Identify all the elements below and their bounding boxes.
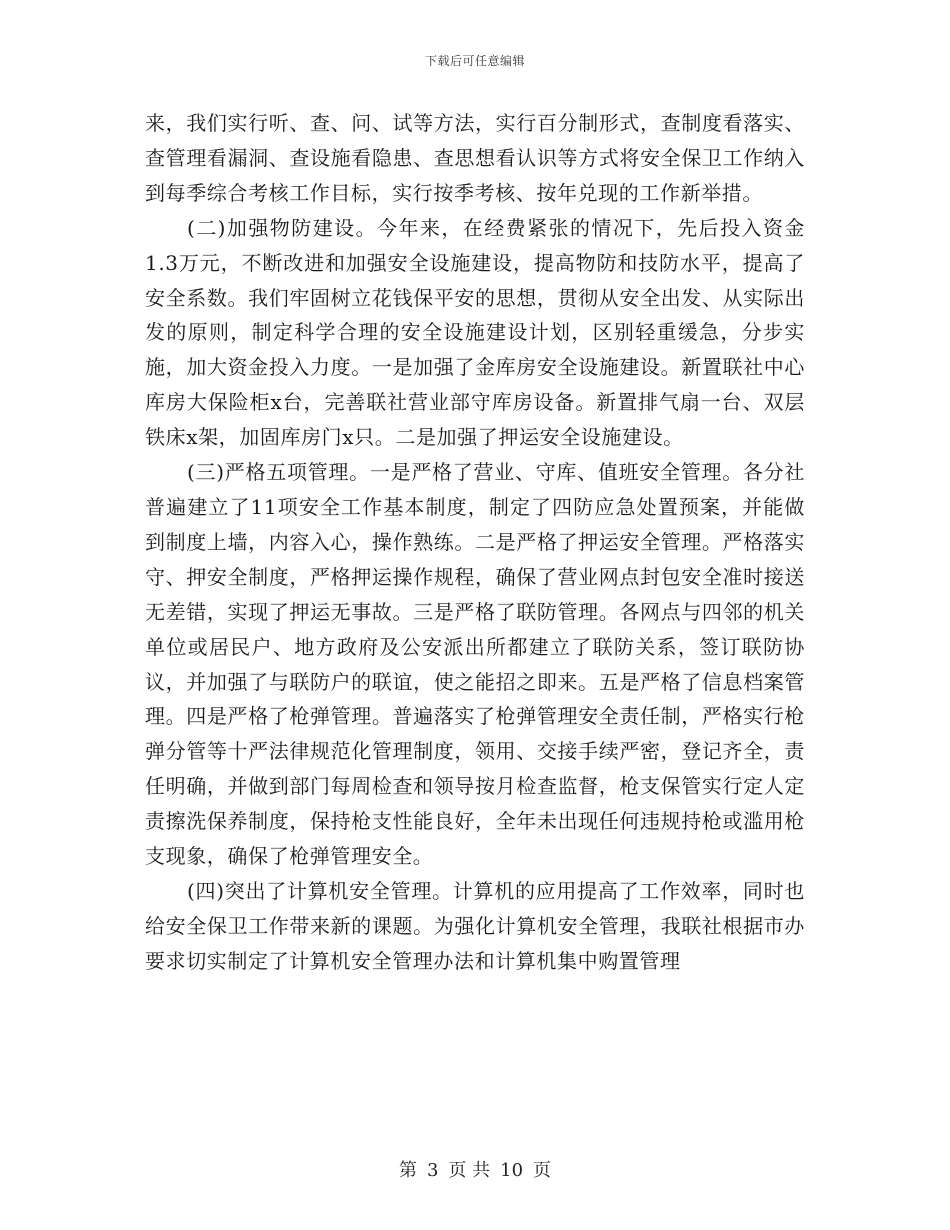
paragraph-section-3: (三)严格五项管理。一是严格了营业、守库、值班安全管理。各分社普遍建立了11项安全工作基本制度，制定了四防应急处置预案，并能做到制度上墙，内容入心，操作熟练。二是严格了押运安全管理。严格落实守、押安全制度，严格押运操作规程，确保了营业网点封包安全准时接送无差错，实现了押运无事故。三是严格了联防管理。各网点与四邻的机关单位或居民户、地方政府及公安派出所都建立了联防关系，签订联防协议，并加强了与联防户的联谊，使之能招之即来。五是严格了信息档案管理。四是严格了枪弹管理。普遍落实了枪弹管理安全责任制，严格实行枪弹分管等十严法律规范化管理制度，领用、交接手续严密，登记齐全，责任明确，并做到部门每周检查和领导按月检查监督，枪支保管实行定人定责擦洗保养制度，保持枪支性能良好，全年未出现任何违规持枪或滥用枪支现象，确保了枪弹管理安全。 <box>145 460 805 869</box>
footer-middle: 页 共 <box>448 1160 491 1181</box>
footer-suffix: 页 <box>533 1160 552 1181</box>
footer-page-number: 3 <box>426 1160 439 1181</box>
footer-total-pages: 10 <box>500 1160 524 1181</box>
paragraph-section-2: (二)加强物防建设。今年来，在经费紧张的情况下，先后投入资金1.3万元，不断改进和加强安全设施建设，提高物防和技防水平，提高了安全系数。我们牢固树立花钱保平安的思想，贯彻从安全出发、从实际出发的原则，制定科学合理的安全设施建设计划，区别轻重缓急，分步实施，加大资金投入力度。一是加强了金库房安全设施建设。新置联社中心库房大保险柜x台，完善联社营业部守库房设备。新置排气扇一台、双层铁床x架，加固库房门x只。二是加强了押运安全设施建设。 <box>145 215 805 450</box>
page-footer <box>0 1156 950 1182</box>
page-header-note: 下载后可任意编辑 <box>424 54 525 68</box>
footer-prefix: 第 <box>398 1160 417 1181</box>
paragraph-continuation: 来，我们实行听、查、问、试等方法，实行百分制形式，查制度看落实、查管理看漏洞、查设施看隐患、查思想看认识等方式将安全保卫工作纳入到每季综合考核工作目标，实行按季考核、按年兑现的工作新举措。 <box>145 111 805 205</box>
paragraph-section-4: (四)突出了计算机安全管理。计算机的应用提高了工作效率，同时也给安全保卫工作带来新的课题。为强化计算机安全管理，我联社根据市办要求切实制定了计算机安全管理办法和计算机集中购置管理 <box>145 878 805 973</box>
document-body <box>145 106 805 979</box>
